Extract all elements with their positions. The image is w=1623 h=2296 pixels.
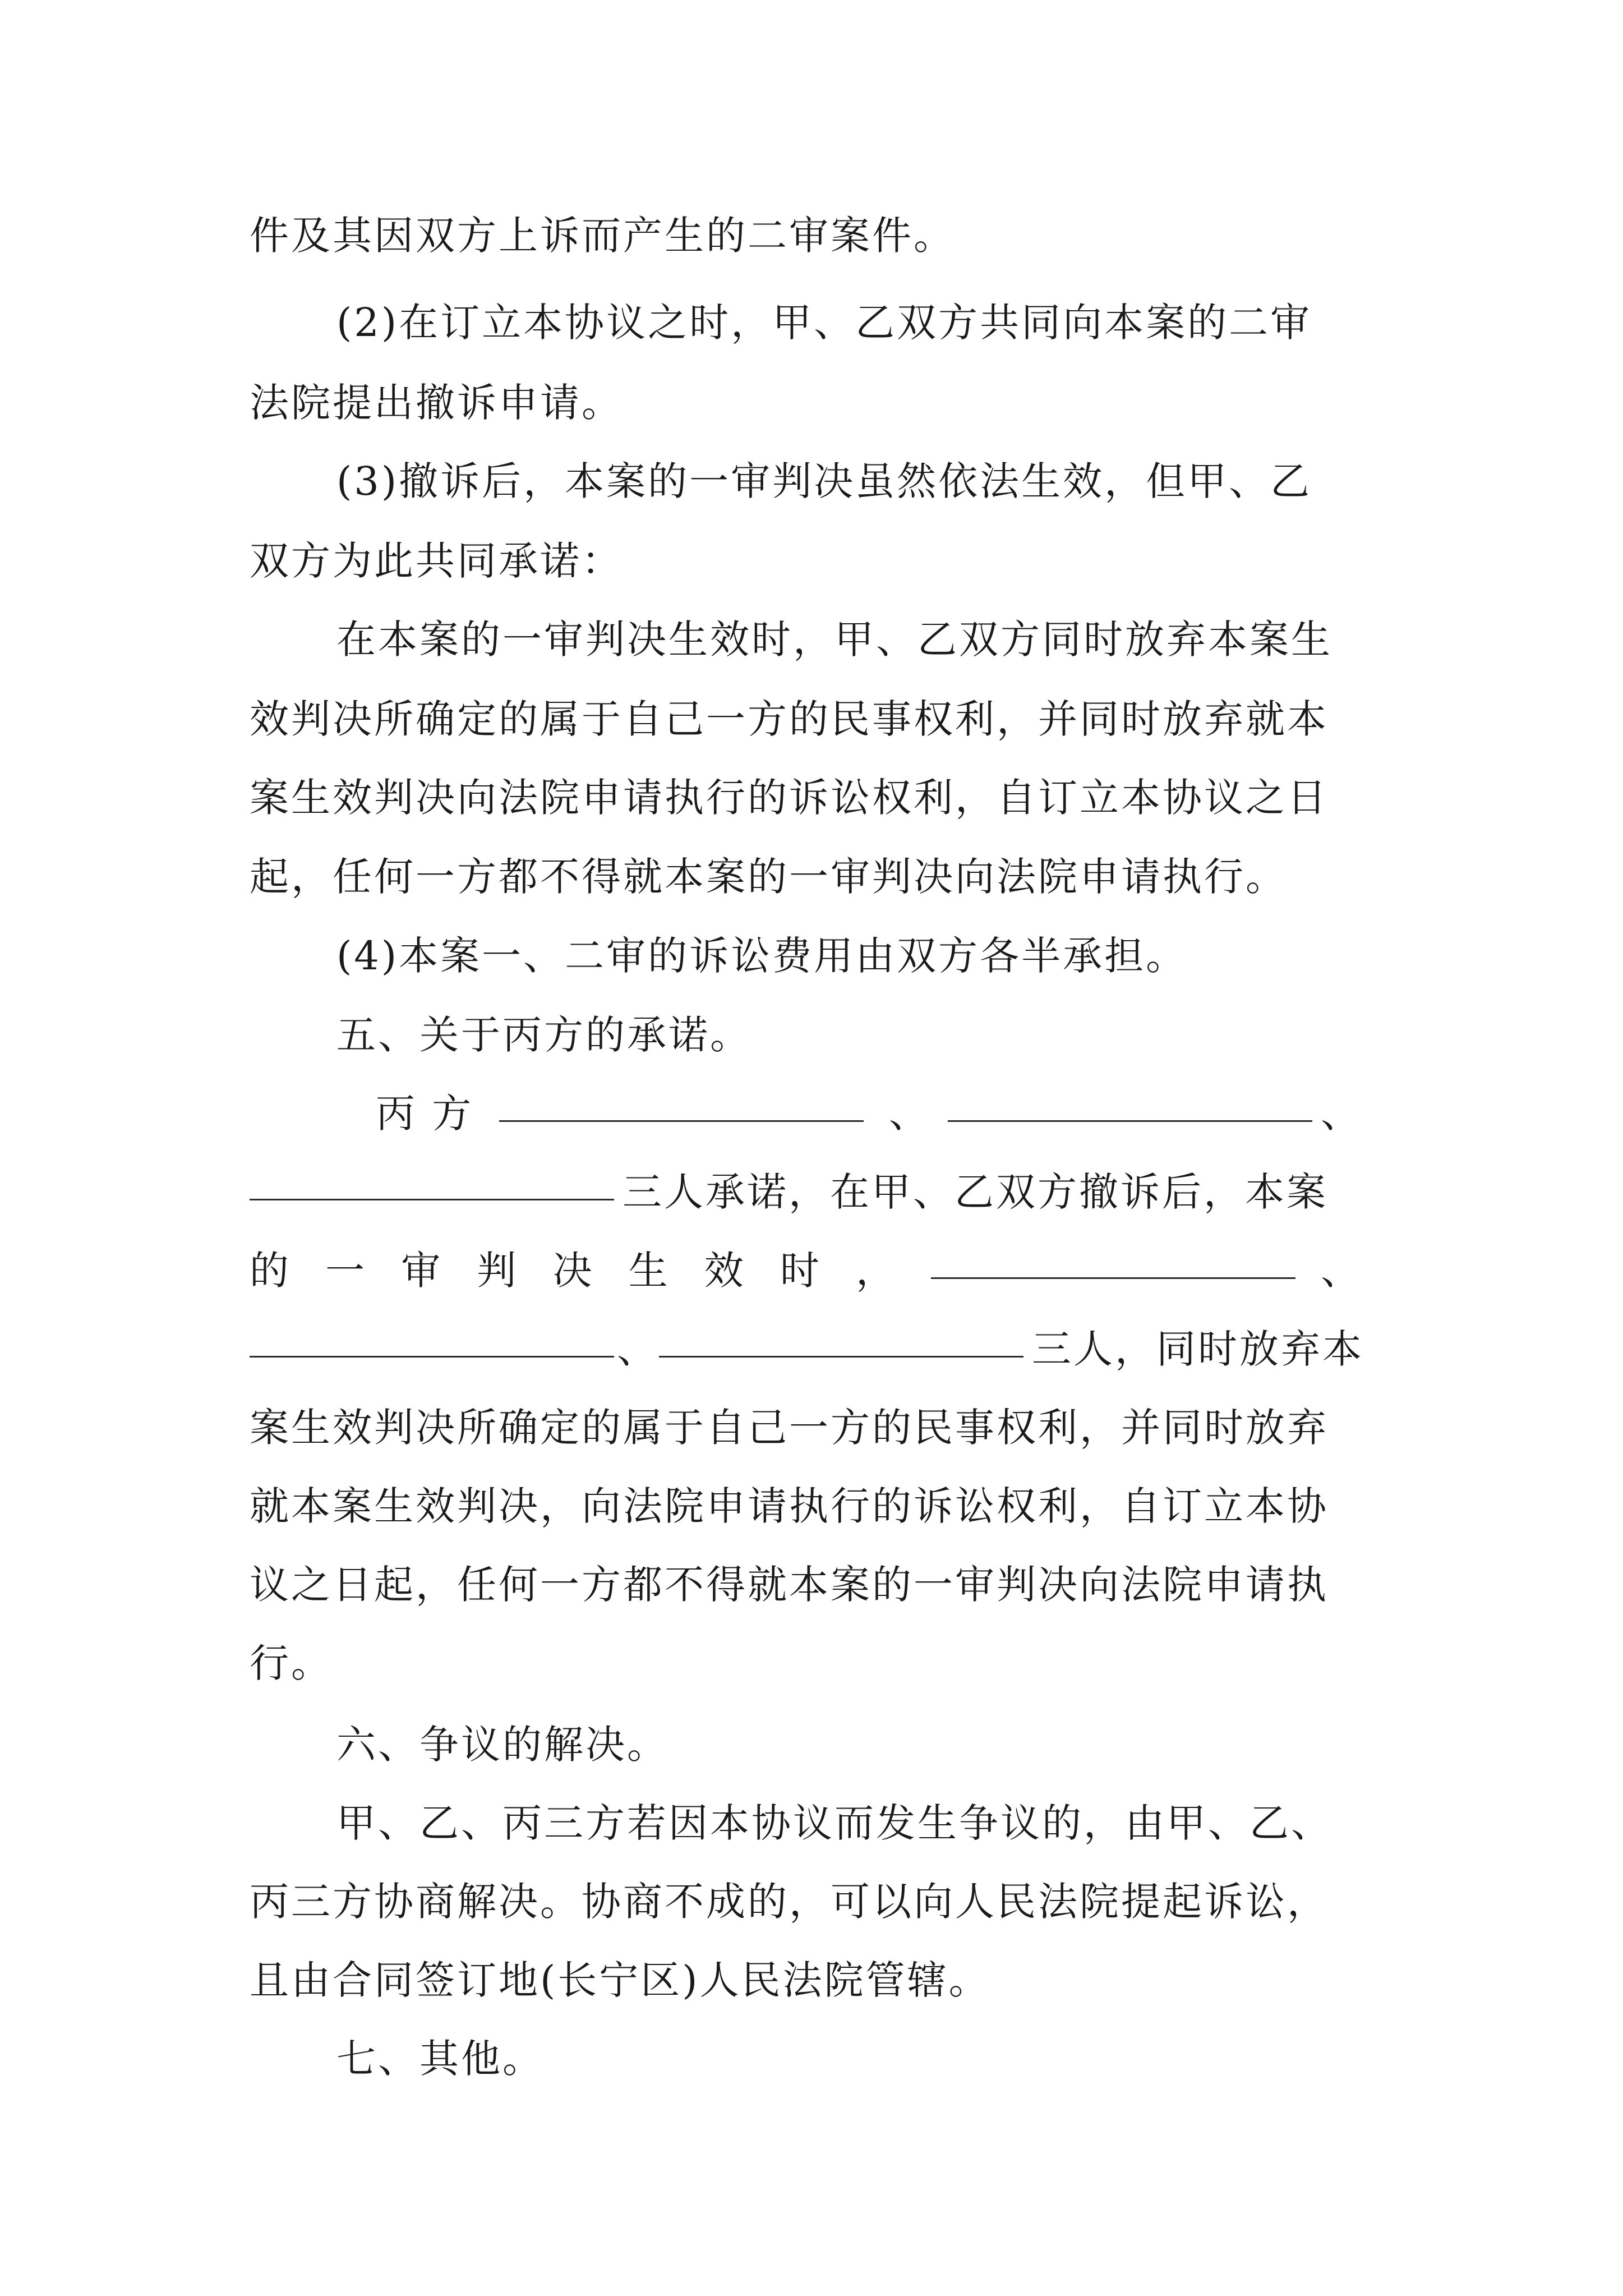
line-text: 且由合同签订地(长宁区)人民法院管辖。 xyxy=(250,1957,990,2003)
separator: 、 xyxy=(1321,1091,1362,1137)
line-text: 案生效判决向法院申请执行的诉讼权利，自订立本协议之日 xyxy=(250,775,1329,821)
party-c-line-4 xyxy=(250,1321,1374,1377)
char: 的 xyxy=(250,1248,291,1294)
line-text: (4)本案一、二审的诉讼费用由双方各半承担。 xyxy=(336,933,1188,979)
commitment-line-2 xyxy=(250,691,1374,747)
line-text: 议之日起，任何一方都不得就本案的一审判决向法院申请执 xyxy=(250,1562,1329,1608)
fill-blank[interactable] xyxy=(659,1321,1023,1358)
char: 判 xyxy=(477,1248,519,1294)
char: ， xyxy=(856,1248,897,1294)
fill-blank[interactable] xyxy=(499,1085,864,1122)
separator: 、 xyxy=(617,1326,658,1372)
party-c-line-5 xyxy=(250,1400,1374,1456)
party-c-line-7 xyxy=(250,1557,1374,1613)
line-text: 案生效判决所确定的属于自己一方的民事权利，并同时放弃 xyxy=(250,1405,1329,1451)
line-text: 起，任何一方都不得就本案的一审判决向法院申请执行。 xyxy=(250,854,1287,900)
clause-2-line-1 xyxy=(336,295,1374,351)
line-text: 法院提出撤诉申请。 xyxy=(250,380,623,426)
clause-3-line-2 xyxy=(250,533,1374,589)
line-text: 行。 xyxy=(250,1640,333,1686)
heading-text: 五、关于丙方的承诺。 xyxy=(336,1012,751,1058)
separator: 、 xyxy=(889,1091,930,1137)
line-text: (2)在订立本协议之时，甲、乙双方共同向本案的二审 xyxy=(336,300,1312,346)
char: 一 xyxy=(325,1248,367,1294)
party-c-line-2 xyxy=(250,1164,1374,1220)
line-text: 就本案生效判决，向法院申请执行的诉讼权利，自订立本协 xyxy=(250,1483,1329,1529)
line-text: 三人，同时放弃本 xyxy=(1032,1326,1364,1372)
party-c-line-8 xyxy=(250,1635,1374,1691)
commitment-line-4 xyxy=(250,849,1374,905)
clause-4-line xyxy=(336,928,1374,984)
commitment-line-1 xyxy=(336,611,1374,668)
fill-blank[interactable] xyxy=(948,1085,1312,1122)
clause-3-line-1 xyxy=(336,453,1374,509)
heading-text: 六、争议的解决。 xyxy=(336,1722,668,1768)
line-text: 件及其因双方上诉而产生的二审案件。 xyxy=(250,213,955,259)
char: 时 xyxy=(780,1248,822,1294)
line-text: 双方为此共同承诺： xyxy=(250,538,623,584)
party-c-label: 丙 方 xyxy=(376,1091,474,1137)
char: 生 xyxy=(628,1248,670,1294)
clause-2-line-2 xyxy=(250,375,1374,431)
line-text: (3)撤诉后，本案的一审判决虽然依法生效，但甲、乙 xyxy=(336,458,1312,504)
fill-blank[interactable] xyxy=(250,1164,614,1200)
section-7-heading xyxy=(336,2031,1374,2087)
line-text: 效判决所确定的属于自己一方的民事权利，并同时放弃就本 xyxy=(250,696,1329,742)
spaced-text xyxy=(250,1243,897,1299)
dispute-line-3 xyxy=(250,1952,1374,2008)
commitment-line-3 xyxy=(250,770,1374,826)
party-c-line-1 xyxy=(250,1085,1374,1142)
dispute-line-1 xyxy=(336,1795,1374,1851)
line-text: 三人承诺，在甲、乙双方撤诉后，本案 xyxy=(623,1169,1328,1215)
party-c-line-3 xyxy=(250,1243,1374,1299)
dispute-line-2 xyxy=(250,1874,1374,1930)
char: 效 xyxy=(704,1248,746,1294)
separator: 、 xyxy=(1321,1248,1362,1294)
fill-blank[interactable] xyxy=(250,1321,614,1358)
line-text: 丙三方协商解决。协商不成的，可以向人民法院提起诉讼， xyxy=(250,1879,1329,1925)
section-5-heading xyxy=(336,1007,1374,1063)
char: 决 xyxy=(552,1248,594,1294)
fill-blank[interactable] xyxy=(931,1243,1295,1279)
char: 审 xyxy=(401,1248,443,1294)
party-c-line-6 xyxy=(250,1478,1374,1534)
heading-text: 七、其他。 xyxy=(336,2036,544,2082)
section-6-heading xyxy=(336,1717,1374,1773)
paragraph-line xyxy=(250,208,1374,264)
line-text: 在本案的一审判决生效时，甲、乙双方同时放弃本案生 xyxy=(336,616,1332,662)
line-text: 甲、乙、丙三方若因本协议而发生争议的，由甲、乙、 xyxy=(336,1800,1332,1846)
